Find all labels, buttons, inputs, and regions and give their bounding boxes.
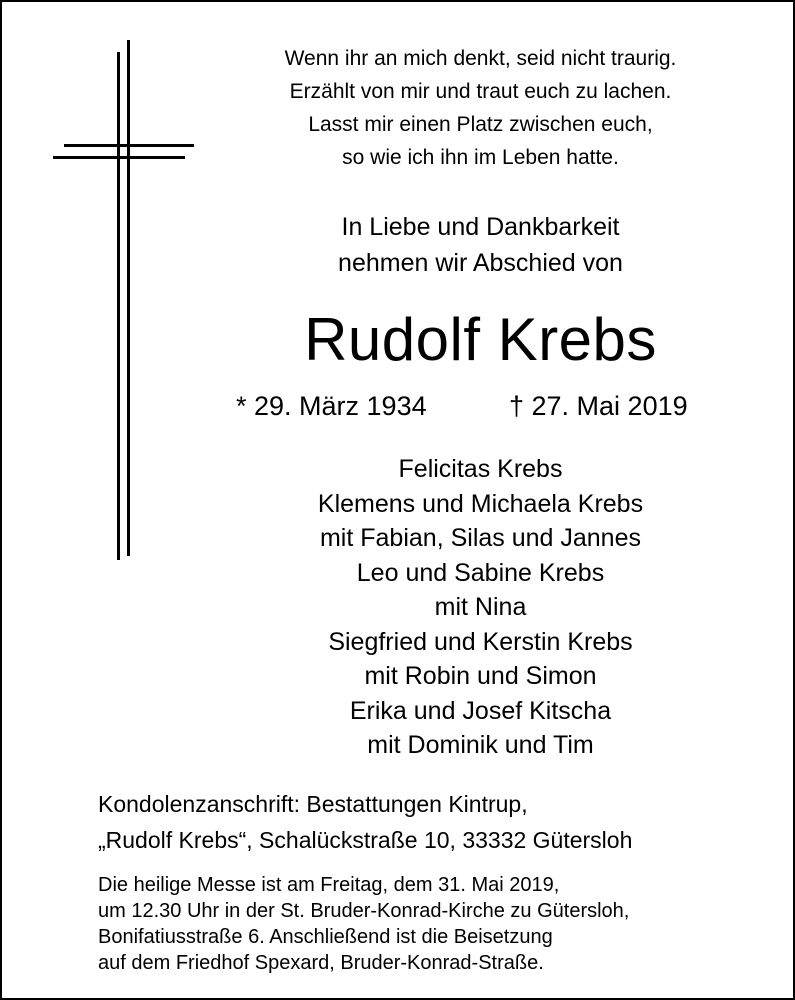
intro: [188, 209, 773, 281]
mourner-line: Siegfried und Kerstin Krebs: [328, 627, 633, 656]
mourner-line: mit Fabian, Silas und Jannes: [319, 524, 641, 552]
condolence-address: [98, 786, 778, 858]
mourner-line: mit Dominik und Tim: [367, 731, 594, 759]
mass-line: um 12.30 Uhr in der St. Bruder-Konrad-Kirche zu Gütersloh,: [98, 900, 630, 922]
mourner-line: mit Robin und Simon: [364, 662, 597, 690]
deceased-name: Rudolf Krebs: [304, 306, 657, 373]
mourner-line: mit Nina: [434, 593, 527, 621]
mourner-line: Felicitas Krebs: [398, 455, 563, 483]
mourner-line: Leo und Sabine Krebs: [356, 558, 605, 587]
cross-horizontal-bar-top: [64, 144, 194, 147]
poem-line: Erzählt von mir und traut euch zu lachen.: [289, 80, 672, 103]
poem-line: so wie ich ihn im Leben hatte.: [342, 146, 619, 169]
poem-line: Lasst mir einen Platz zwischen euch,: [308, 113, 653, 136]
mass-information: [98, 872, 788, 976]
condolence-line: „Rudolf Krebs“, Schalückstraße 10, 33332 Gütersloh: [98, 827, 633, 853]
birth-date: * 29. März 1934: [236, 391, 427, 421]
mass-line: Die heilige Messe ist am Freitag, dem 31. Mai 2019,: [98, 874, 560, 896]
mass-line: Bonifatiusstraße 6. Anschließend ist die Beisetzung: [98, 926, 553, 948]
mass-line: auf dem Friedhof Spexard, Bruder-Konrad-Straße.: [98, 952, 544, 974]
condolence-line: Kondolenzanschrift: Bestattungen Kintrup,: [98, 791, 528, 817]
death-date: † 27. Mai 2019: [509, 391, 688, 421]
intro-line: nehmen wir Abschied von: [338, 249, 623, 277]
cross-vertical-bar-right: [127, 40, 130, 556]
intro-line: In Liebe und Dankbarkeit: [341, 213, 620, 241]
poem-line: Wenn ihr an mich denkt, seid nicht traurig.: [284, 47, 677, 70]
cross-vertical-bar-left: [117, 52, 120, 560]
mourner-line: Erika und Josef Kitscha: [349, 696, 612, 725]
poem: [188, 42, 773, 174]
cross-horizontal-bar-bottom: [53, 156, 185, 159]
mourner-line: Klemens und Michaela Krebs: [317, 489, 644, 518]
mourners-list: [188, 452, 773, 763]
